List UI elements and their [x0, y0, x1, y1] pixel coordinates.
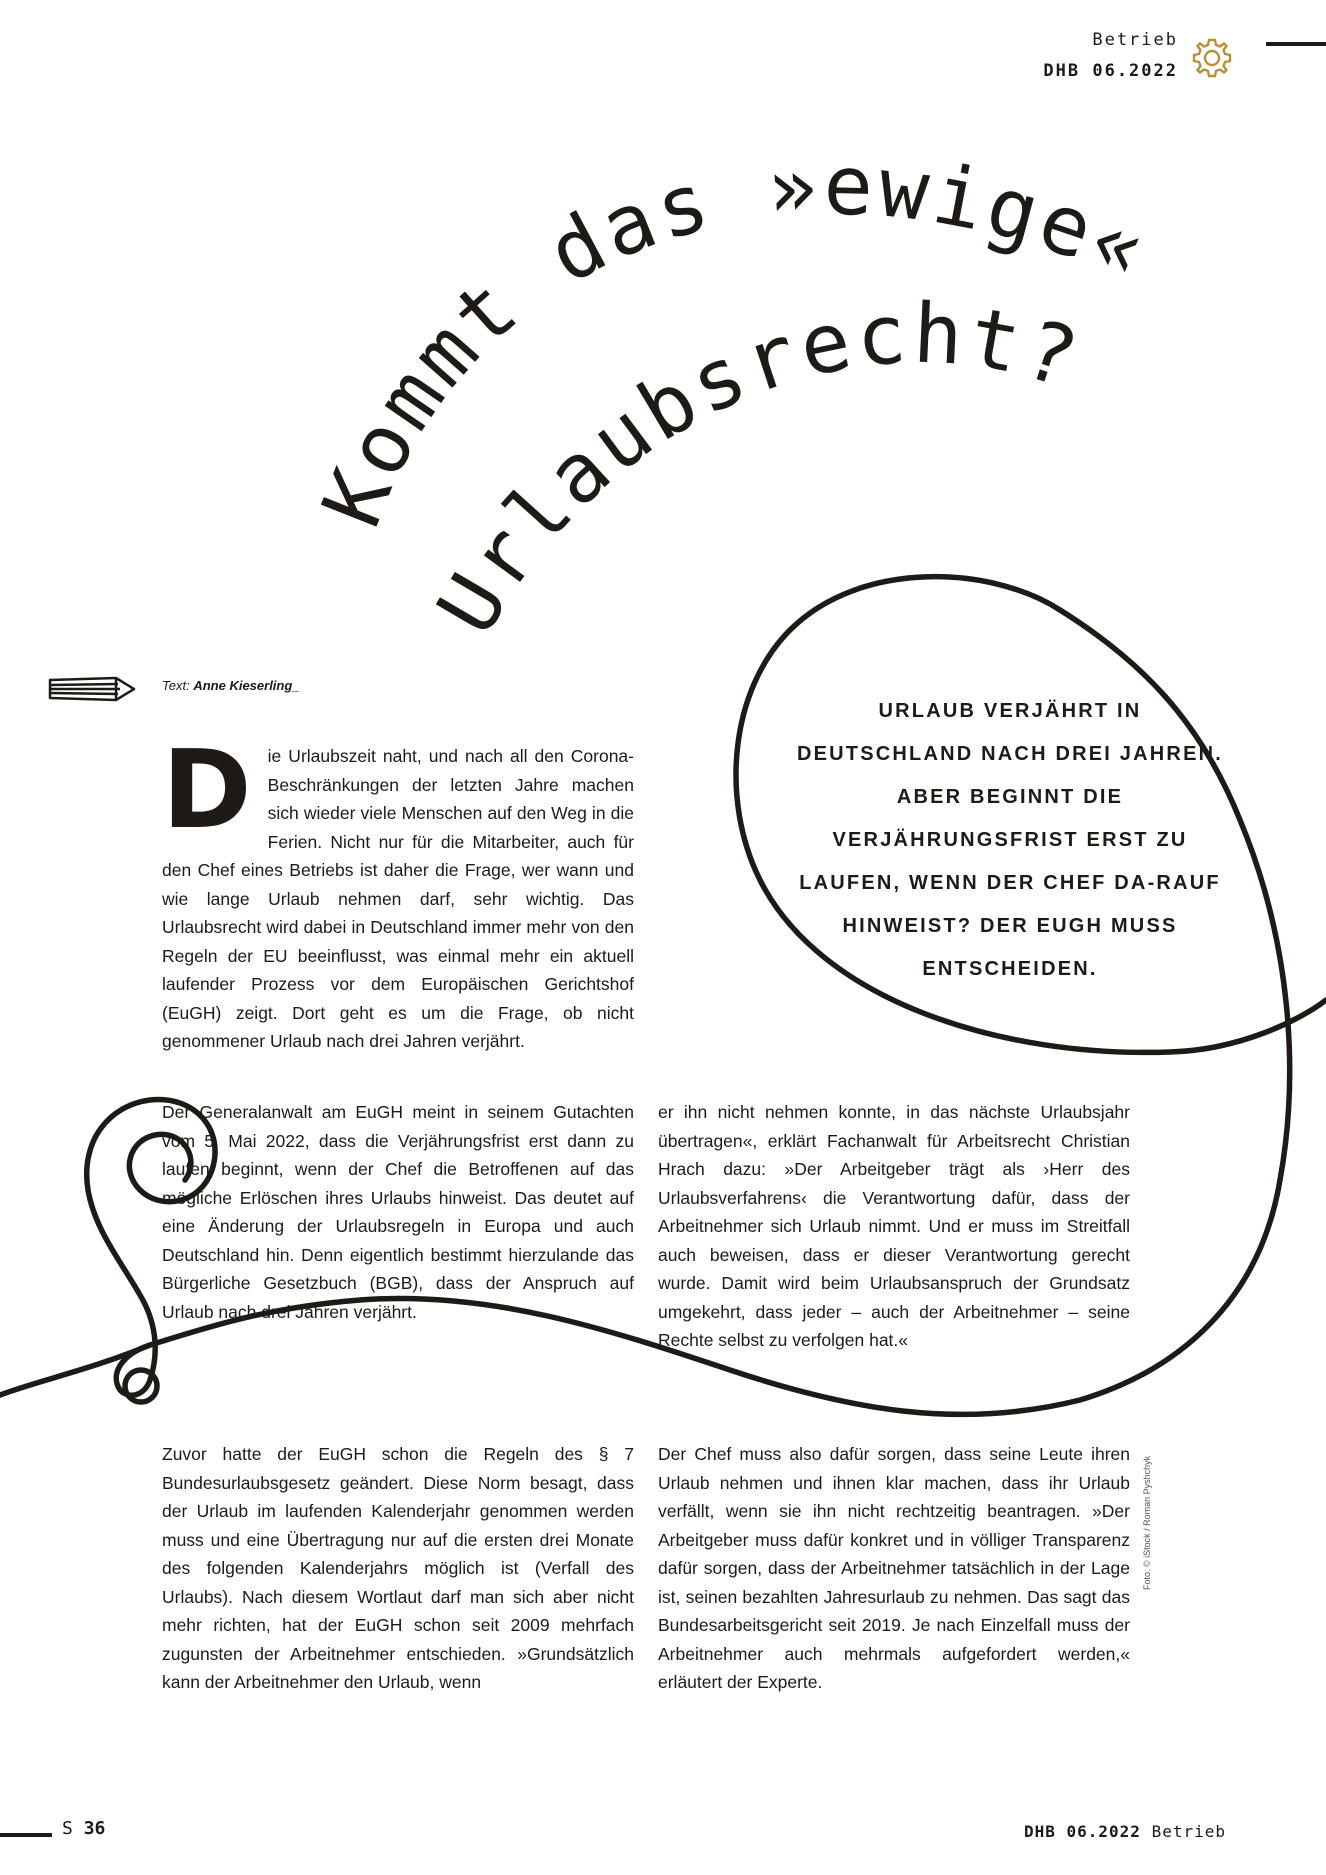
page-prefix: S [62, 1818, 73, 1839]
intro-text: ie Urlaubszeit naht, und nach all den Corona-Beschränkungen der letzten Jahre machen sich wieder viele Menschen auf den Weg in die Ferien. Nicht nur für die Mitarbeiter, auch für den Chef eines Betriebs ist daher die Frage, wer wann und wie lange Urlaub nehmen darf, sehr wichtig. Das Urlaubsrecht wird dabei in Deutschland immer mehr von den Regeln der EU beeinflusst, was einmal mehr ein aktuell laufender Prozess vor dem Europäischen Gerichtshof (EuGH) zeigt. Dort geht es um die Frage, ob nicht genommener Urlaub nach drei Jahren verjährt. [162, 746, 634, 1051]
page-number [62, 1818, 105, 1839]
footer-section-label: Betrieb [1151, 1822, 1226, 1841]
photo-credit: Foto: © iStock / Roman Pyshchyk [1142, 1455, 1152, 1590]
body-left-paragraph-2 [162, 1440, 634, 1697]
body-text: Zuvor hatte der EuGH schon die Regeln des § 7 Bundesurlaubsgesetz geändert. Diese Norm besagt, dass der Urlaub im laufenden Kalenderjahr genommen werden muss und eine Übertragung nur auf die ersten drei Monate des folgenden Kalenderjahrs möglich ist (Verfall des Urlaubs). Nach diesem Wortlaut darf man sich aber nicht mehr richten, hat der EuGH schon seit 2009 mehrfach zugunsten der Arbeitnehmer entschieden. »Grundsätzlich kann der Arbeitnehmer den Urlaub, wenn [162, 1444, 634, 1692]
footer-issue [1024, 1822, 1226, 1841]
header-issue-label: DHB 06.2022 [1043, 61, 1178, 81]
headline [0, 0, 1326, 700]
pullquote: URLAUB VERJÄHRT IN DEUTSCHLAND NACH DREI JAHREN. ABER BEGINNT DIE VERJÄHRUNGSFRIST ERST ZU LAUFEN, WENN DER CHEF DA-RAUF HINWEIST? DER EUGH MUSS ENTSCHEIDEN. [796, 700, 1224, 980]
header-section-label: Betrieb [1092, 30, 1178, 50]
footer-issue-label: DHB 06.2022 [1023, 1822, 1141, 1841]
byline [162, 678, 300, 693]
pencil-icon [46, 674, 138, 704]
headline-line-2: Urlaubsrecht? [419, 286, 1092, 650]
footer-rule [0, 1833, 52, 1837]
body-right-paragraph-1 [658, 1098, 1130, 1355]
body-left-paragraph-1 [162, 1098, 634, 1326]
page-number-value: 36 [83, 1818, 106, 1839]
intro-paragraph [162, 728, 634, 1056]
body-text: Der Generalanwalt am EuGH meint in seinem Gutachten vom 5. Mai 2022, dass die Verjährungsfrist erst dann zu laufen beginnt, wenn der Chef die Betroffenen auf das mögliche Erlöschen ihres Urlaubs hinweist. Das deutet auf eine Änderung der Urlaubsregeln in Europa und auch Deutschland hin. Denn eigentlich bestimmt hierzulande das Bürgerliche Gesetzbuch (BGB), dass der Anspruch auf Urlaub nach drei Jahren verjährt. [162, 1102, 634, 1322]
byline-prefix: Text: [162, 678, 190, 693]
drop-cap: D [162, 728, 252, 853]
headline-line-1: Kommt das »ewige« [304, 138, 1162, 540]
byline-author: Anne Kieserling_ [193, 678, 300, 693]
body-text: Der Chef muss also dafür sorgen, dass seine Leute ihren Urlaub nehmen und ihnen klar machen, dass ihr Urlaub verfällt, wenn sie ihn nicht rechtzeitig beantragen. »Der Arbeitgeber muss dafür konkret und in völliger Transparenz dafür sorgen, dass der Arbeitnehmer tatsächlich in der Lage ist, seinen bezahlten Jahresurlaub zu nehmen. Das sagt das Bundesarbeitsgericht seit 2019. Je nach Einzelfall muss der Arbeitnehmer auch mehrmals aufgefordert werden,« erläutert der Experte. [658, 1444, 1130, 1692]
body-right-paragraph-2 [658, 1440, 1130, 1697]
body-text: er ihn nicht nehmen konnte, in das nächste Urlaubsjahr übertragen«, erklärt Fachanwalt für Arbeitsrecht Christian Hrach dazu: »Der Arbeitgeber trägt als ›Herr des Urlaubsverfahrens‹ die Verantwortung dafür, dass der Arbeitnehmer sich Urlaub nimmt. Und er muss im Streitfall auch beweisen, dass er dieser Verantwortung gerecht wurde. Damit wird beim Urlaubsanspruch der Grundsatz umgekehrt, dass jeder – auch der Arbeitnehmer – seine Rechte selbst zu verfolgen hat.« [658, 1102, 1130, 1350]
